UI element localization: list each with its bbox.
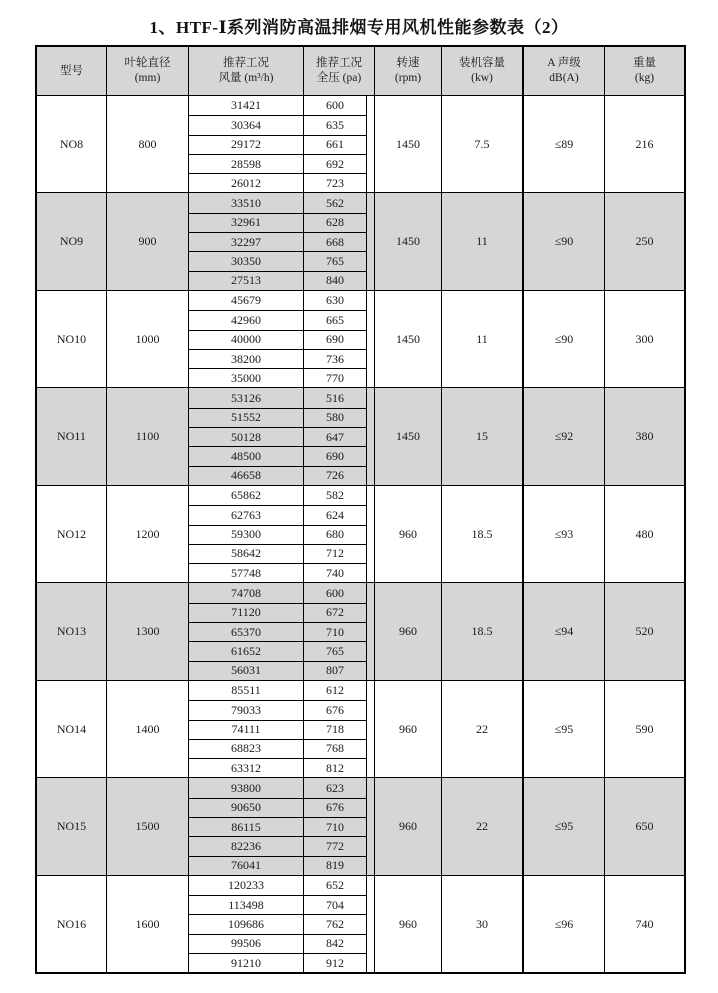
- speed-cell: 1450: [374, 193, 442, 289]
- power-cell: 30: [442, 876, 524, 972]
- airflow-cell: 85511: [189, 681, 304, 700]
- pressure-cell: 665: [304, 310, 367, 329]
- pressure-cell: 765: [304, 251, 367, 270]
- airflow-cell: 32297: [189, 232, 304, 251]
- col-header-model: [37, 47, 107, 95]
- airflow-cell: 27513: [189, 271, 304, 290]
- weight-cell: 216: [635, 136, 654, 151]
- col-header-line: 叶轮直径: [124, 57, 171, 69]
- speed-cell: 960: [374, 876, 442, 972]
- col-header-line: 转速: [396, 57, 420, 69]
- noise-cell: ≤89: [524, 96, 605, 192]
- airflow-cell: 38200: [189, 349, 304, 368]
- col-header-speed: [374, 47, 442, 95]
- pressure-cell: 676: [304, 700, 367, 719]
- pressure-cell: 840: [304, 271, 367, 290]
- airflow-cell: 51552: [189, 408, 304, 427]
- speed-cell: 1450: [374, 388, 442, 484]
- airflow-cell: 79033: [189, 700, 304, 719]
- fan-row-no15: [37, 777, 684, 874]
- pressure-cell: 600: [304, 96, 367, 115]
- diameter-cell: 1300: [107, 583, 189, 679]
- pressure-cell: 647: [304, 427, 367, 446]
- pressure-cell: 672: [304, 603, 367, 622]
- pressure-cell: 600: [304, 583, 367, 602]
- airflow-cell: 68823: [189, 739, 304, 758]
- airflow-cell: 74708: [189, 583, 304, 602]
- fan-performance-table: [35, 45, 686, 974]
- col-header-line: A 声级: [547, 57, 581, 69]
- pressure-cell: 723: [304, 173, 367, 192]
- pressure-cell: 628: [304, 213, 367, 232]
- pressure-cell: 704: [304, 895, 367, 914]
- airflow-cell: 62763: [189, 505, 304, 524]
- model-cell: NO9: [37, 193, 107, 289]
- fan-row-no14: [37, 680, 684, 777]
- pressure-cell: 807: [304, 661, 367, 680]
- airflow-cell: 50128: [189, 427, 304, 446]
- airflow-cell: 113498: [189, 895, 304, 914]
- fan-row-no9: [37, 192, 684, 289]
- pressure-cell: 630: [304, 291, 367, 310]
- diameter-cell: 900: [107, 193, 189, 289]
- col-header-line: 重量: [633, 57, 656, 69]
- airflow-cell: 40000: [189, 330, 304, 349]
- col-header-line: 推荐工况: [223, 57, 269, 69]
- fan-row-no16: [37, 875, 684, 972]
- pressure-cell: 768: [304, 739, 367, 758]
- power-cell: 11: [442, 291, 524, 387]
- pressure-cell: 680: [304, 525, 367, 544]
- weight-cell: 300: [635, 331, 654, 346]
- speed-cell: 1450: [374, 96, 442, 192]
- power-cell: 18.5: [442, 486, 524, 582]
- weight-cell: 480: [635, 526, 654, 541]
- col-header-line: (rpm): [394, 72, 422, 84]
- model-cell: NO10: [37, 291, 107, 387]
- weight-cell: 590: [635, 721, 654, 736]
- pressure-cell: 582: [304, 486, 367, 505]
- pressure-cell: 690: [304, 446, 367, 465]
- pressure-cell: 580: [304, 408, 367, 427]
- pressure-cell: 726: [304, 466, 367, 485]
- fan-row-no8: [37, 95, 684, 192]
- pressure-cell: 842: [304, 934, 367, 953]
- noise-cell: ≤93: [524, 486, 605, 582]
- weight-cell: 740: [635, 916, 654, 931]
- diameter-cell: 1400: [107, 681, 189, 777]
- col-header-impeller-diameter: [107, 47, 189, 95]
- weight-cell: 520: [635, 624, 654, 639]
- airflow-cell: 120233: [189, 876, 304, 895]
- col-header-sound-level: [524, 47, 605, 95]
- airflow-cell: 29172: [189, 135, 304, 154]
- airflow-cell: 56031: [189, 661, 304, 680]
- airflow-cell: 45679: [189, 291, 304, 310]
- noise-cell: ≤90: [524, 193, 605, 289]
- col-header-line: 型号: [60, 64, 83, 77]
- noise-cell: ≤95: [524, 778, 605, 874]
- pressure-cell: 710: [304, 817, 367, 836]
- pressure-cell: 772: [304, 836, 367, 855]
- diameter-cell: 1500: [107, 778, 189, 874]
- col-header-line: 风量 (m³/h): [218, 72, 274, 84]
- model-cell: NO14: [37, 681, 107, 777]
- airflow-cell: 35000: [189, 368, 304, 387]
- airflow-cell: 93800: [189, 778, 304, 797]
- diameter-cell: 1100: [107, 388, 189, 484]
- power-cell: 7.5: [442, 96, 524, 192]
- pressure-cell: 623: [304, 778, 367, 797]
- model-cell: NO13: [37, 583, 107, 679]
- airflow-cell: 82236: [189, 836, 304, 855]
- airflow-cell: 99506: [189, 934, 304, 953]
- airflow-cell: 91210: [189, 953, 304, 972]
- pressure-cell: 710: [304, 622, 367, 641]
- airflow-cell: 90650: [189, 798, 304, 817]
- pressure-cell: 516: [304, 388, 367, 407]
- airflow-cell: 63312: [189, 758, 304, 777]
- diameter-cell: 1200: [107, 486, 189, 582]
- diameter-cell: 1000: [107, 291, 189, 387]
- airflow-cell: 65370: [189, 622, 304, 641]
- pressure-cell: 736: [304, 349, 367, 368]
- weight-cell: 380: [635, 429, 654, 444]
- pressure-cell: 635: [304, 115, 367, 134]
- pressure-cell: 690: [304, 330, 367, 349]
- page-title: 1、HTF-Ⅰ系列消防高温排烟专用风机性能参数表（2）: [149, 18, 569, 37]
- power-cell: 22: [442, 681, 524, 777]
- airflow-cell: 32961: [189, 213, 304, 232]
- airflow-cell: 28598: [189, 154, 304, 173]
- diameter-cell: 800: [107, 96, 189, 192]
- table-header-row: [37, 47, 684, 95]
- diameter-cell: 1600: [107, 876, 189, 972]
- airflow-cell: 74111: [189, 720, 304, 739]
- col-header-line: (mm): [134, 72, 161, 84]
- airflow-cell: 30350: [189, 251, 304, 270]
- table-body: [37, 95, 684, 972]
- airflow-cell: 53126: [189, 388, 304, 407]
- fan-row-no11: [37, 387, 684, 484]
- col-header-line: 装机容量: [459, 57, 505, 69]
- airflow-cell: 86115: [189, 817, 304, 836]
- airflow-cell: 26012: [189, 173, 304, 192]
- airflow-cell: 33510: [189, 193, 304, 212]
- model-cell: NO15: [37, 778, 107, 874]
- pressure-cell: 712: [304, 544, 367, 563]
- speed-cell: 960: [374, 486, 442, 582]
- airflow-cell: 65862: [189, 486, 304, 505]
- airflow-cell: 31421: [189, 96, 304, 115]
- col-header-total-pressure: [304, 47, 374, 95]
- airflow-cell: 30364: [189, 115, 304, 134]
- col-header-line: (kw): [471, 72, 493, 84]
- airflow-cell: 58642: [189, 544, 304, 563]
- weight-cell: 250: [635, 234, 654, 249]
- col-header-line: (kg): [634, 72, 655, 84]
- pressure-cell: 770: [304, 368, 367, 387]
- pressure-cell: 912: [304, 953, 367, 972]
- pressure-cell: 765: [304, 641, 367, 660]
- power-cell: 15: [442, 388, 524, 484]
- pressure-cell: 812: [304, 758, 367, 777]
- speed-cell: 960: [374, 681, 442, 777]
- model-cell: NO8: [37, 96, 107, 192]
- airflow-cell: 61652: [189, 641, 304, 660]
- airflow-cell: 109686: [189, 914, 304, 933]
- model-cell: NO12: [37, 486, 107, 582]
- noise-cell: ≤95: [524, 681, 605, 777]
- col-header-line: 推荐工况: [316, 57, 362, 69]
- pressure-cell: 612: [304, 681, 367, 700]
- pressure-cell: 692: [304, 154, 367, 173]
- speed-cell: 960: [374, 778, 442, 874]
- pressure-cell: 740: [304, 563, 367, 582]
- noise-cell: ≤90: [524, 291, 605, 387]
- power-cell: 11: [442, 193, 524, 289]
- pressure-cell: 819: [304, 856, 367, 875]
- noise-cell: ≤94: [524, 583, 605, 679]
- pressure-cell: 652: [304, 876, 367, 895]
- col-header-airflow: [189, 47, 304, 95]
- pressure-cell: 668: [304, 232, 367, 251]
- power-cell: 18.5: [442, 583, 524, 679]
- noise-cell: ≤96: [524, 876, 605, 972]
- pressure-cell: 624: [304, 505, 367, 524]
- noise-cell: ≤92: [524, 388, 605, 484]
- airflow-cell: 59300: [189, 525, 304, 544]
- airflow-cell: 42960: [189, 310, 304, 329]
- pressure-cell: 718: [304, 720, 367, 739]
- col-header-installed-power: [442, 47, 524, 95]
- pressure-cell: 562: [304, 193, 367, 212]
- speed-cell: 1450: [374, 291, 442, 387]
- airflow-cell: 71120: [189, 603, 304, 622]
- pressure-cell: 661: [304, 135, 367, 154]
- power-cell: 22: [442, 778, 524, 874]
- col-header-weight: [605, 47, 684, 95]
- col-header-line: dB(A): [549, 72, 579, 84]
- model-cell: NO16: [37, 876, 107, 972]
- speed-cell: 960: [374, 583, 442, 679]
- pressure-cell: 676: [304, 798, 367, 817]
- airflow-cell: 46658: [189, 466, 304, 485]
- weight-cell: 650: [635, 819, 654, 834]
- col-header-line: 全压 (pa): [316, 72, 362, 84]
- fan-row-no10: [37, 290, 684, 387]
- airflow-cell: 48500: [189, 446, 304, 465]
- fan-row-no13: [37, 582, 684, 679]
- model-cell: NO11: [37, 388, 107, 484]
- airflow-cell: 76041: [189, 856, 304, 875]
- airflow-cell: 57748: [189, 563, 304, 582]
- fan-row-no12: [37, 485, 684, 582]
- pressure-cell: 762: [304, 914, 367, 933]
